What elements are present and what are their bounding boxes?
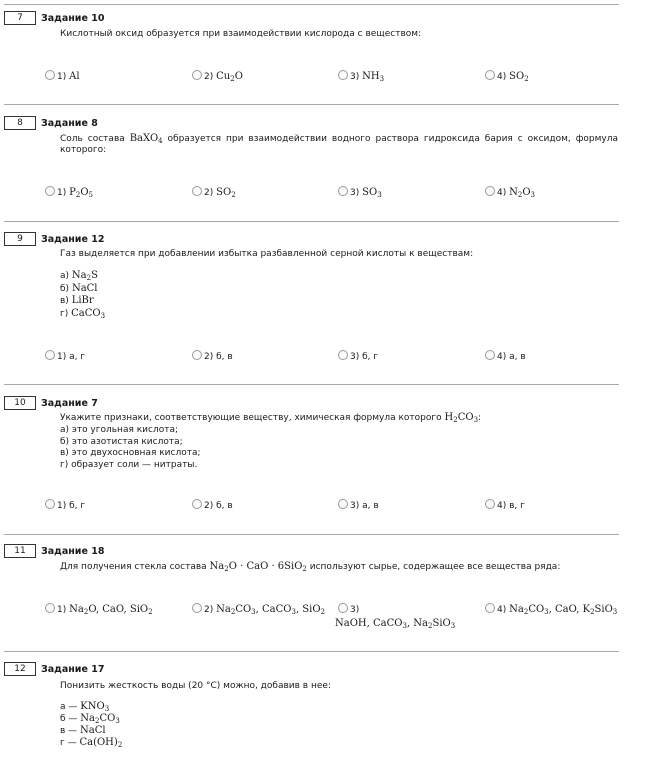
answer-option-3[interactable]: 3) $SO_3$ <box>338 186 382 198</box>
separator <box>4 104 619 105</box>
option-formula: $SO_2$ <box>509 71 529 83</box>
radio-button[interactable] <box>45 350 55 360</box>
radio-button[interactable] <box>338 603 348 613</box>
radio-button[interactable] <box>45 186 55 196</box>
radio-button[interactable] <box>485 70 495 80</box>
text-formula: $H_2CO_3$ <box>444 412 479 424</box>
answer-option-3[interactable]: 3) NaOH, CaCO$_3$, $Na_2SiO_3$ <box>335 605 456 630</box>
answer-option-1[interactable]: 1) $P_2O_5$ <box>45 186 93 198</box>
list-item: г) CaCO$_3$ <box>60 307 106 320</box>
option-formula: Al <box>69 71 80 82</box>
list-item: б) это азотистая кислота; <box>60 436 183 447</box>
answer-option-3[interactable]: 3) $NH_3$ <box>338 70 384 82</box>
answer-option-4[interactable]: 4) $N_2O_3$ <box>485 186 535 198</box>
radio-button[interactable] <box>192 350 202 360</box>
radio-button[interactable] <box>485 499 495 509</box>
question-text: Кислотный оксид образуется при взаимодействии кислорода с веществом: <box>60 29 422 39</box>
list-item: б — $Na_2CO_3$ <box>60 713 120 725</box>
question-number: 11 <box>4 544 36 558</box>
separator <box>4 534 619 535</box>
question-number: 9 <box>4 232 36 246</box>
answer-option-4[interactable]: 4) $Na_2CO_3$, CaO, $K_2SiO_3$ <box>485 603 617 615</box>
question-title: Задание 17 <box>41 664 105 675</box>
radio-button[interactable] <box>45 499 55 509</box>
question-text: Понизить жесткость воды (20 °С) можно, добавив в нее: <box>60 681 331 691</box>
question-title: Задание 18 <box>41 546 105 557</box>
answer-option-2[interactable]: 2) $Cu_2O$ <box>192 70 243 82</box>
radio-button[interactable] <box>485 186 495 196</box>
item-list <box>60 701 122 749</box>
separator <box>4 651 619 652</box>
option-formula: $SO_2$ <box>216 187 236 199</box>
list-item: а) это угольная кислота; <box>60 425 179 435</box>
radio-button[interactable] <box>338 70 348 80</box>
separator <box>4 221 619 222</box>
radio-button[interactable] <box>338 186 348 196</box>
radio-button[interactable] <box>192 499 202 509</box>
radio-button[interactable] <box>338 499 348 509</box>
question-title: Задание 7 <box>41 398 98 409</box>
radio-button[interactable] <box>192 70 202 80</box>
question-text: Газ выделяется при добавлении избытка разбавленной серной кислоты к веществам: <box>60 249 474 259</box>
answer-option-1[interactable]: 1) б, г <box>45 499 85 511</box>
item-list <box>60 270 105 320</box>
text-formula: $Na_2O$ · CaO · 6SiO$_2$ <box>209 561 307 573</box>
text-formula: BaXO$_4$ <box>129 133 163 145</box>
answer-option-3[interactable]: 3) б, г <box>338 350 378 362</box>
option-formula: $Na_2O$, CaO, SiO$_2$ <box>69 604 153 616</box>
answer-option-4[interactable]: 4) в, г <box>485 499 525 511</box>
question-title: Задание 8 <box>41 118 98 129</box>
answer-option-2[interactable]: 2) $Na_2CO_3$, CaCO$_3$, SiO$_2$ <box>192 603 325 615</box>
option-formula: NaOH, CaCO$_3$, $Na_2SiO_3$ <box>335 618 456 630</box>
option-formula: $P_2O_5$ <box>69 187 93 199</box>
option-formula: $N_2O_3$ <box>509 187 536 199</box>
option-formula: $Na_2CO_3$, CaCO$_3$, SiO$_2$ <box>216 604 326 616</box>
question-text: Укажите признаки, соответствующие веществу, химическая формула которого $H_2CO_3$: <box>60 412 482 424</box>
list-item: г — $Ca(OH)_2$ <box>60 737 123 749</box>
list-item: в) LiBr <box>60 295 94 306</box>
question-text: Соль состава BaXO$_4$ образуется при взаимодействии водного раствора гидроксида бария с оксидом, формула которого: <box>60 133 618 155</box>
question-title: Задание 10 <box>41 13 105 24</box>
option-formula: $Na_2CO_3$, CaO, $K_2SiO_3$ <box>509 604 618 616</box>
list-item: а) $Na_2S$ <box>60 270 98 282</box>
answer-option-3[interactable]: 3) а, в <box>338 499 379 511</box>
separator <box>4 384 619 385</box>
radio-button[interactable] <box>338 350 348 360</box>
answer-option-1[interactable]: 1) Al <box>45 70 80 82</box>
answer-option-2[interactable]: 2) б, в <box>192 350 233 362</box>
radio-button[interactable] <box>45 70 55 80</box>
radio-button[interactable] <box>485 603 495 613</box>
answer-option-2[interactable]: 2) б, в <box>192 499 233 511</box>
item-list <box>60 425 201 471</box>
question-number: 8 <box>4 116 36 130</box>
question-title: Задание 12 <box>41 234 105 245</box>
list-item: в) это двухосновная кислота; <box>60 448 201 458</box>
list-item: а — $KNO_3$ <box>60 701 110 713</box>
option-formula: $Cu_2O$ <box>216 71 243 83</box>
question-text: Для получения стекла состава $Na_2O$ · CaO · 6SiO$_2$ используют сырье, содержащее все вещества ряда: <box>60 561 561 573</box>
answer-option-2[interactable]: 2) $SO_2$ <box>192 186 236 198</box>
list-item: г) образует соли — нитраты. <box>60 459 198 470</box>
question-number: 10 <box>4 396 36 410</box>
option-formula: $NH_3$ <box>362 71 385 83</box>
radio-button[interactable] <box>485 350 495 360</box>
answer-option-4[interactable]: 4) $SO_2$ <box>485 70 529 82</box>
answer-option-1[interactable]: 1) $Na_2O$, CaO, SiO$_2$ <box>45 603 153 615</box>
answer-option-4[interactable]: 4) а, в <box>485 350 526 362</box>
radio-button[interactable] <box>192 186 202 196</box>
list-item: в — NaCl <box>60 725 106 736</box>
option-formula: $SO_3$ <box>362 187 382 199</box>
separator <box>4 4 619 5</box>
question-number: 7 <box>4 11 36 25</box>
answer-option-1[interactable]: 1) а, г <box>45 350 85 362</box>
radio-button[interactable] <box>45 603 55 613</box>
question-number: 12 <box>4 662 36 676</box>
radio-button[interactable] <box>192 603 202 613</box>
list-item: б) NaCl <box>60 282 98 294</box>
